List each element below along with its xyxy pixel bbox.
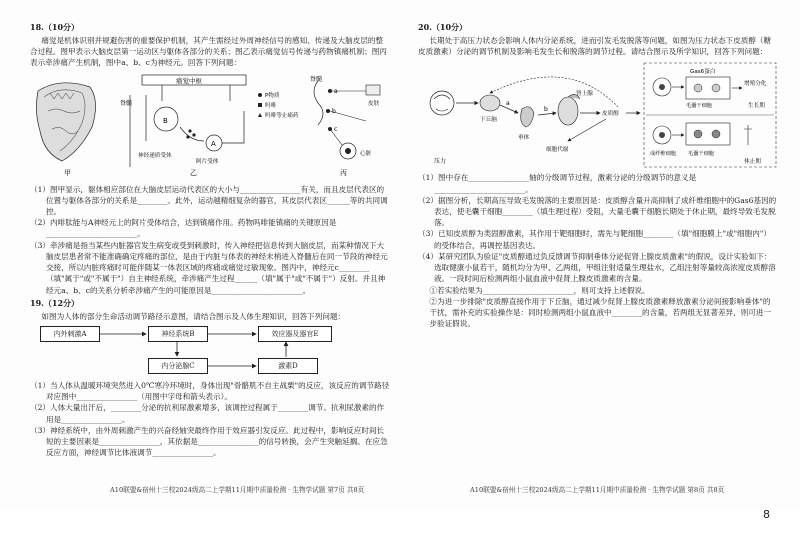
gas6-growth-panel — [646, 67, 774, 115]
q18-sub2: （2）内啡肽能与A神经元上的阿片受体结合，达到镇痛作用。药物吗啡能镇痛的关键原因是________________________。 — [30, 218, 337, 239]
q20-figure — [418, 59, 778, 171]
label-stress: 压力 — [434, 158, 447, 166]
box-stimulus-a: 内外刺激A — [40, 326, 100, 342]
q19-heading: 19.（12分） — [30, 297, 80, 308]
stress-person-icon — [430, 91, 454, 165]
label-stem-cell: 毛囊干细胞 — [686, 103, 712, 110]
box-hormone-d: 激素D — [258, 358, 318, 374]
hypothalamus-icon — [480, 95, 500, 123]
box-effector-e: 效应器及器官E — [258, 326, 332, 342]
q18-sub1: （1）图甲显示，躯体相应部位在大脑皮层运动代表区的大小与________________有关，而且皮层代表区的位置与躯体各部分的关系是________。此外，运动越精细复杂的器官，其皮层代表区______等的共同调控。 — [30, 184, 388, 216]
label-spinal-2: 脊髓 — [310, 75, 323, 83]
label-proliferate: 增殖分化 — [744, 81, 767, 88]
label-skin: 皮肤 — [368, 100, 380, 107]
synapse-figure — [120, 75, 299, 177]
q19-sub3: （3）神经系统中，由外周刺激产生的兴奋经轴突最终作用于效应器引发反应。此过程中，影响反应时间长短的主要因素是________________，其依据是________________的信号转换，会产生突触延搁。在应急反应方面，神经调节比体液调节________________。 — [30, 425, 388, 458]
label-opioid: 阿片受体 — [196, 158, 219, 165]
label-gas6: Gas6蛋白 — [690, 69, 716, 76]
q18-heading: 18.（10分） — [30, 22, 80, 32]
corner-mark: 8 — [763, 508, 770, 521]
q19-intro: 如图为人体的部分生命活动调节路径示意图，请结合图示及人体生理知识，回答下列问题： — [41, 311, 346, 321]
label-hypothalamus: 下丘脑 — [480, 117, 497, 124]
label-heart: 心脏 — [360, 150, 372, 157]
label-bing: 丙 — [340, 168, 347, 177]
label-pain-center: 痛觉中枢 — [176, 76, 202, 85]
q20-sub4: （4）某研究团队为验证"皮质醇通过负反馈调节抑制垂体分泌促肾上腺皮质激素"的假说，设计实验如下：选取健康小鼠若干，随机均分为甲、乙两组，甲组注射适量生理盐水，乙组注射等量较高浓度皮质醇溶液。一段时间后检测两组小鼠血液中促肾上腺皮质激素的含量。 — [418, 251, 776, 284]
label-neuron-a: A — [211, 139, 216, 148]
right-page — [418, 22, 778, 330]
label-cell-metab: 细胞代谢 — [546, 147, 569, 154]
label-jia: 甲 — [64, 168, 71, 177]
q19-sub2: （2）人体大量出汗后，________分泌的抗利尿激素增多，该调控过程属于________调节。抗利尿激素的作用是________________。 — [30, 403, 385, 424]
label-cortisol: 皮质醇 — [602, 111, 619, 118]
right-footer: A10联盟&宿州十三校2024级高二上学期11月期中质量检测 · 生物学试题 第8页 共8页 — [470, 486, 725, 494]
q18-sub3: （3）牵涉痛是指当某些内脏器官发生病变或受到刺激时，传入神经把信息传到大脑皮层，而某种情况下大脑皮层患者常不能准确确定疼痛的部位，是由于内脏与体表的神经末梢进入脊髓后在同一节段的神经元交接，所以内脏疼痛时可能伴随某一体表区域的疼痛或痛觉过敏现象。图丙中，神经元c________（填"属于"或"不属于"）自主神经系统，牵涉痛产生过程______（填"属于"或"不属于"）反射。并且神经元a、b、c的关系分析牵涉痛产生的可能原因是________________________。 — [30, 240, 388, 295]
label-nc: c — [334, 125, 338, 133]
pituitary-icon — [518, 107, 534, 141]
q19-flowchart — [30, 324, 390, 378]
label-pituitary: 垂体 — [518, 135, 530, 142]
rest-phase-panel — [650, 123, 761, 165]
q20-intro: 长期处于高压力状态会影响人体内分泌系统，进而引发毛发脱落等问题，如图为压力状态下皮质醇（糖皮质激素）分泌的调节机制及影响毛发生长和脱落的调节过程。请结合图示及所学知识，回答下列问题： — [418, 35, 772, 57]
label-na: a — [334, 87, 338, 95]
q20-sub4a: ①若实验结果为________________________，则可支持上述假说。 — [429, 285, 650, 295]
label-fibroblast: 成纤维细胞 — [650, 151, 676, 158]
label-a: a — [506, 100, 510, 108]
label-spinal: 脊髓 — [120, 99, 133, 107]
q20-heading: 20.（10分） — [418, 22, 468, 32]
label-growth-phase: 生长期 — [748, 103, 765, 110]
q18-intro: 痛觉是机体识别并规避伤害的重要保护机制，其产生需经过外周神经信号的感知、传递及大脑皮层的整合过程。图甲表示大脑皮层第一运动区与躯体各部分的关系；图乙表示痛觉信号传递与药物镇痛机制；图丙表示牵涉痛产生机制，图中a、b、c为神经元。回答下列问题： — [30, 35, 387, 68]
label-yi: 乙 — [190, 168, 197, 177]
q20-sub3: （3）已知皮质醇为类固醇激素，其作用于靶细胞时，需先与靶细胞________（填"细胞膜上"或"细胞内"）的受体结合，再调控基因表达。 — [418, 229, 771, 250]
label-adrenal: 肾上腺 — [576, 91, 593, 98]
flowchart-arrows — [30, 324, 350, 378]
legend-morphine: 吗啡 — [265, 102, 277, 109]
q20-sub2: （2）据图分析，长期高压导致毛发脱落的主要原因是：皮质醇含量升高抑制了成纤维细胞中的Gas6基因的表达，使毛囊干细胞________（填生理过程）受阻，大量毛囊干细胞长期处于休止期，最终导致毛发脱落。 — [418, 195, 777, 228]
adrenal-icon — [558, 89, 593, 125]
left-footer: A10联盟&宿州十三校2024级高二上学期11月期中质量检测 · 生物学试题 第7页 共8页 — [110, 486, 365, 494]
left-page — [30, 22, 390, 459]
label-b: b — [544, 106, 548, 114]
brain-cortex-figure — [36, 82, 95, 176]
legend-analgesic: 吗啡等止痛药 — [265, 112, 299, 119]
box-nervous-b: 神经系统B — [148, 326, 208, 342]
label-neuron-b: B — [163, 116, 168, 125]
q20-sub1: （1）图中存在________________轴的分级调节过程，激素分泌的分级调节的意义是________________________。 — [418, 173, 697, 194]
label-nb: b — [332, 107, 336, 115]
label-rest-phase: 休止期 — [744, 159, 761, 166]
q20-sub4b: ②为进一步排除"皮质醇直接作用于下丘脑，通过减少促肾上腺皮质激素释放激素分泌间接影响垂体"的干扰，需补充的实验操作是：同时检测两组小鼠血液中________的含量，若两组无显著差异，则可进一步验证假说。 — [429, 296, 772, 329]
q18-figure — [30, 71, 390, 183]
label-hfsc: 毛囊干细胞 — [688, 151, 714, 158]
box-endocrine-c: 内分泌腺C — [148, 358, 208, 374]
legend-substance-p: P物质 — [265, 92, 280, 99]
label-receptor: 神经递质受体 — [138, 152, 172, 159]
q19-sub1: （1）当人体从温暖环境突然进入0℃寒冷环境时，身体出现"骨骼肌不自主战栗"的反应，该反应的调节路径对应图中________________（用图中字母和箭头表示）。 — [30, 380, 390, 402]
referred-pain-figure — [310, 75, 380, 177]
